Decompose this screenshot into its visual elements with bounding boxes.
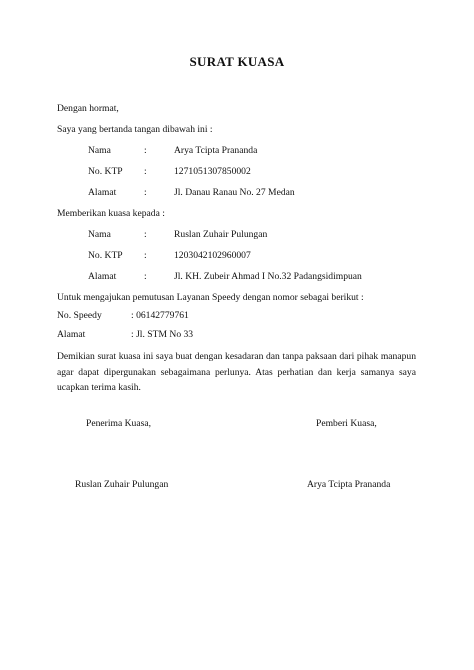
grantee-ktp-colon: : bbox=[144, 250, 147, 261]
speedy-address-value: : Jl. STM No 33 bbox=[131, 329, 194, 340]
grantee-name-label: Nama bbox=[88, 229, 111, 240]
grantor-ktp-value: 1271051307850002 bbox=[174, 166, 251, 177]
grantee-name-value: Ruslan Zuhair Pulungan bbox=[174, 229, 268, 240]
grantee-name-colon: : bbox=[144, 229, 147, 240]
giver-label: Pemberi Kuasa, bbox=[316, 418, 377, 429]
receiver-label: Penerima Kuasa, bbox=[86, 418, 152, 429]
grantor-name-label: Nama bbox=[88, 145, 111, 156]
grantee-address-label: Alamat bbox=[88, 271, 117, 282]
speedy-number-label: No. Speedy bbox=[57, 310, 102, 321]
greeting: Dengan hormat, bbox=[57, 103, 119, 114]
grantor-name-value: Arya Tcipta Prananda bbox=[174, 145, 258, 156]
grant-intro-text: Memberikan kuasa kepada : bbox=[57, 208, 165, 219]
grantor-address-value: Jl. Danau Ranau No. 27 Medan bbox=[174, 187, 295, 198]
grantor-ktp-label: No. KTP bbox=[88, 166, 123, 177]
grantor-address-label: Alamat bbox=[88, 187, 117, 198]
grantor-address-colon: : bbox=[144, 187, 147, 198]
intro-text: Saya yang bertanda tangan dibawah ini : bbox=[57, 124, 213, 135]
grantor-name-colon: : bbox=[144, 145, 147, 156]
speedy-number-value: : 06142779761 bbox=[131, 310, 189, 321]
grantee-address-value: Jl. KH. Zubeir Ahmad I No.32 Padangsidimpuan bbox=[174, 271, 362, 282]
purpose-text: Untuk mengajukan pemutusan Layanan Speedy dengan nomor sebagai berikut : bbox=[57, 292, 364, 303]
speedy-address-label: Alamat bbox=[57, 329, 86, 340]
grantee-address-colon: : bbox=[144, 271, 147, 282]
closing-paragraph: Demikian surat kuasa ini saya buat dengan kesadaran dan tanpa paksaan dari pihak manapun agar dapat dipergunakan sebagaimana perlunya. Atas perhatian dan kerja samanya saya ucapkan terima kasih. bbox=[57, 351, 416, 393]
giver-name: Arya Tcipta Prananda bbox=[307, 479, 391, 490]
grantee-ktp-label: No. KTP bbox=[88, 250, 123, 261]
receiver-name: Ruslan Zuhair Pulungan bbox=[75, 479, 169, 490]
letter-title: SURAT KUASA bbox=[189, 54, 285, 69]
grantee-ktp-value: 1203042102960007 bbox=[174, 250, 251, 261]
grantor-ktp-colon: : bbox=[144, 166, 147, 177]
